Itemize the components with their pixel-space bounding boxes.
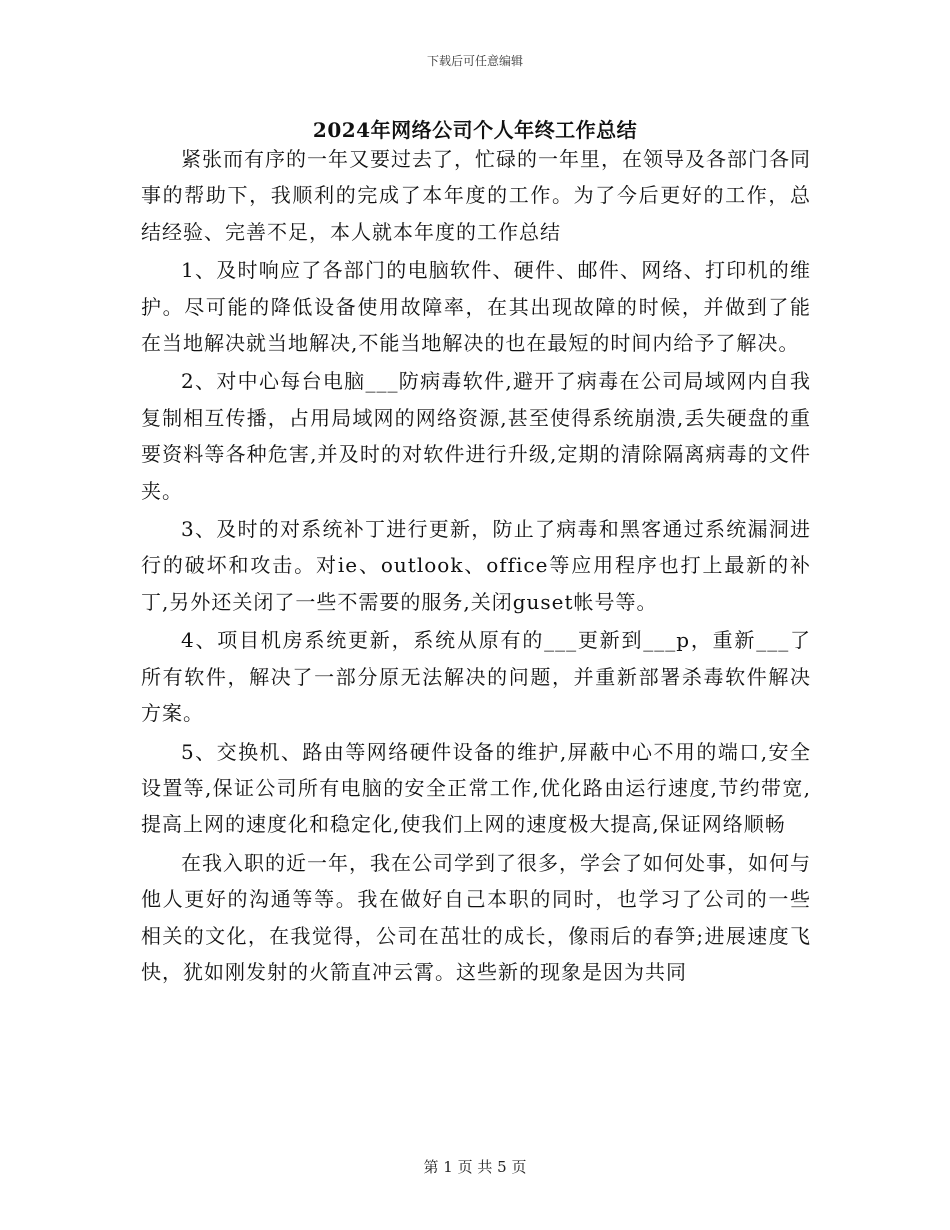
- document-body: [141, 141, 811, 992]
- paragraph-reflection: 在我入职的近一年，我在公司学到了很多，学会了如何处事，如何与他人更好的沟通等等。我在做好自己本职的同时，也学习了公司的一些相关的文化，在我觉得，公司在茁壮的成长，像雨后的春笋;进展速度飞快，犹如刚发射的火箭直冲云霄。这些新的现象是因为共同: [141, 850, 811, 984]
- page-header-note: 下载后可任意编辑: [426, 54, 523, 68]
- document-title: 2024年网络公司个人年终工作总结: [312, 118, 638, 142]
- paragraph-item-4: 4、项目机房系统更新，系统从原有的___更新到___p，重新___了所有软件，解决了一部分原无法解决的问题，并重新部署杀毒软件解决方案。: [141, 628, 811, 726]
- paragraph-item-1: 1、及时响应了各部门的电脑软件、硬件、邮件、网络、打印机的维护。尽可能的降低设备使用故障率，在其出现故障的时候，并做到了能在当地解决就当地解决,不能当地解决的也在最短的时间内给予了解决。: [141, 258, 811, 356]
- paragraph-item-5: 5、交换机、路由等网络硬件设备的维护,屏蔽中心不用的端口,安全设置等,保证公司所有电脑的安全正常工作,优化路由运行速度,节约带宽,提高上网的速度化和稳定化,使我们上网的速度极大提高,保证网络顺畅: [141, 739, 811, 837]
- paragraph-intro: 紧张而有序的一年又要过去了，忙碌的一年里，在领导及各部门各同事的帮助下，我顺利的完成了本年度的工作。为了今后更好的工作，总结经验、完善不足，本人就本年度的工作总结: [141, 147, 811, 244]
- paragraph-item-3: 3、及时的对系统补丁进行更新，防止了病毒和黑客通过系统漏洞进行的破坏和攻击。对ie、outlook、office等应用程序也打上最新的补丁,另外还关闭了一些不需要的服务,关闭guset帐号等。: [141, 517, 811, 614]
- paragraph-item-2: 2、对中心每台电脑___防病毒软件,避开了病毒在公司局域网内自我复制相互传播，占用局域网的网络资源,甚至使得系统崩溃,丢失硬盘的重要资料等各种危害,并及时的对软件进行升级,定期的清除隔离病毒的文件夹。: [141, 369, 811, 503]
- page-number-footer: 第 1 页 共 5 页: [423, 1158, 527, 1176]
